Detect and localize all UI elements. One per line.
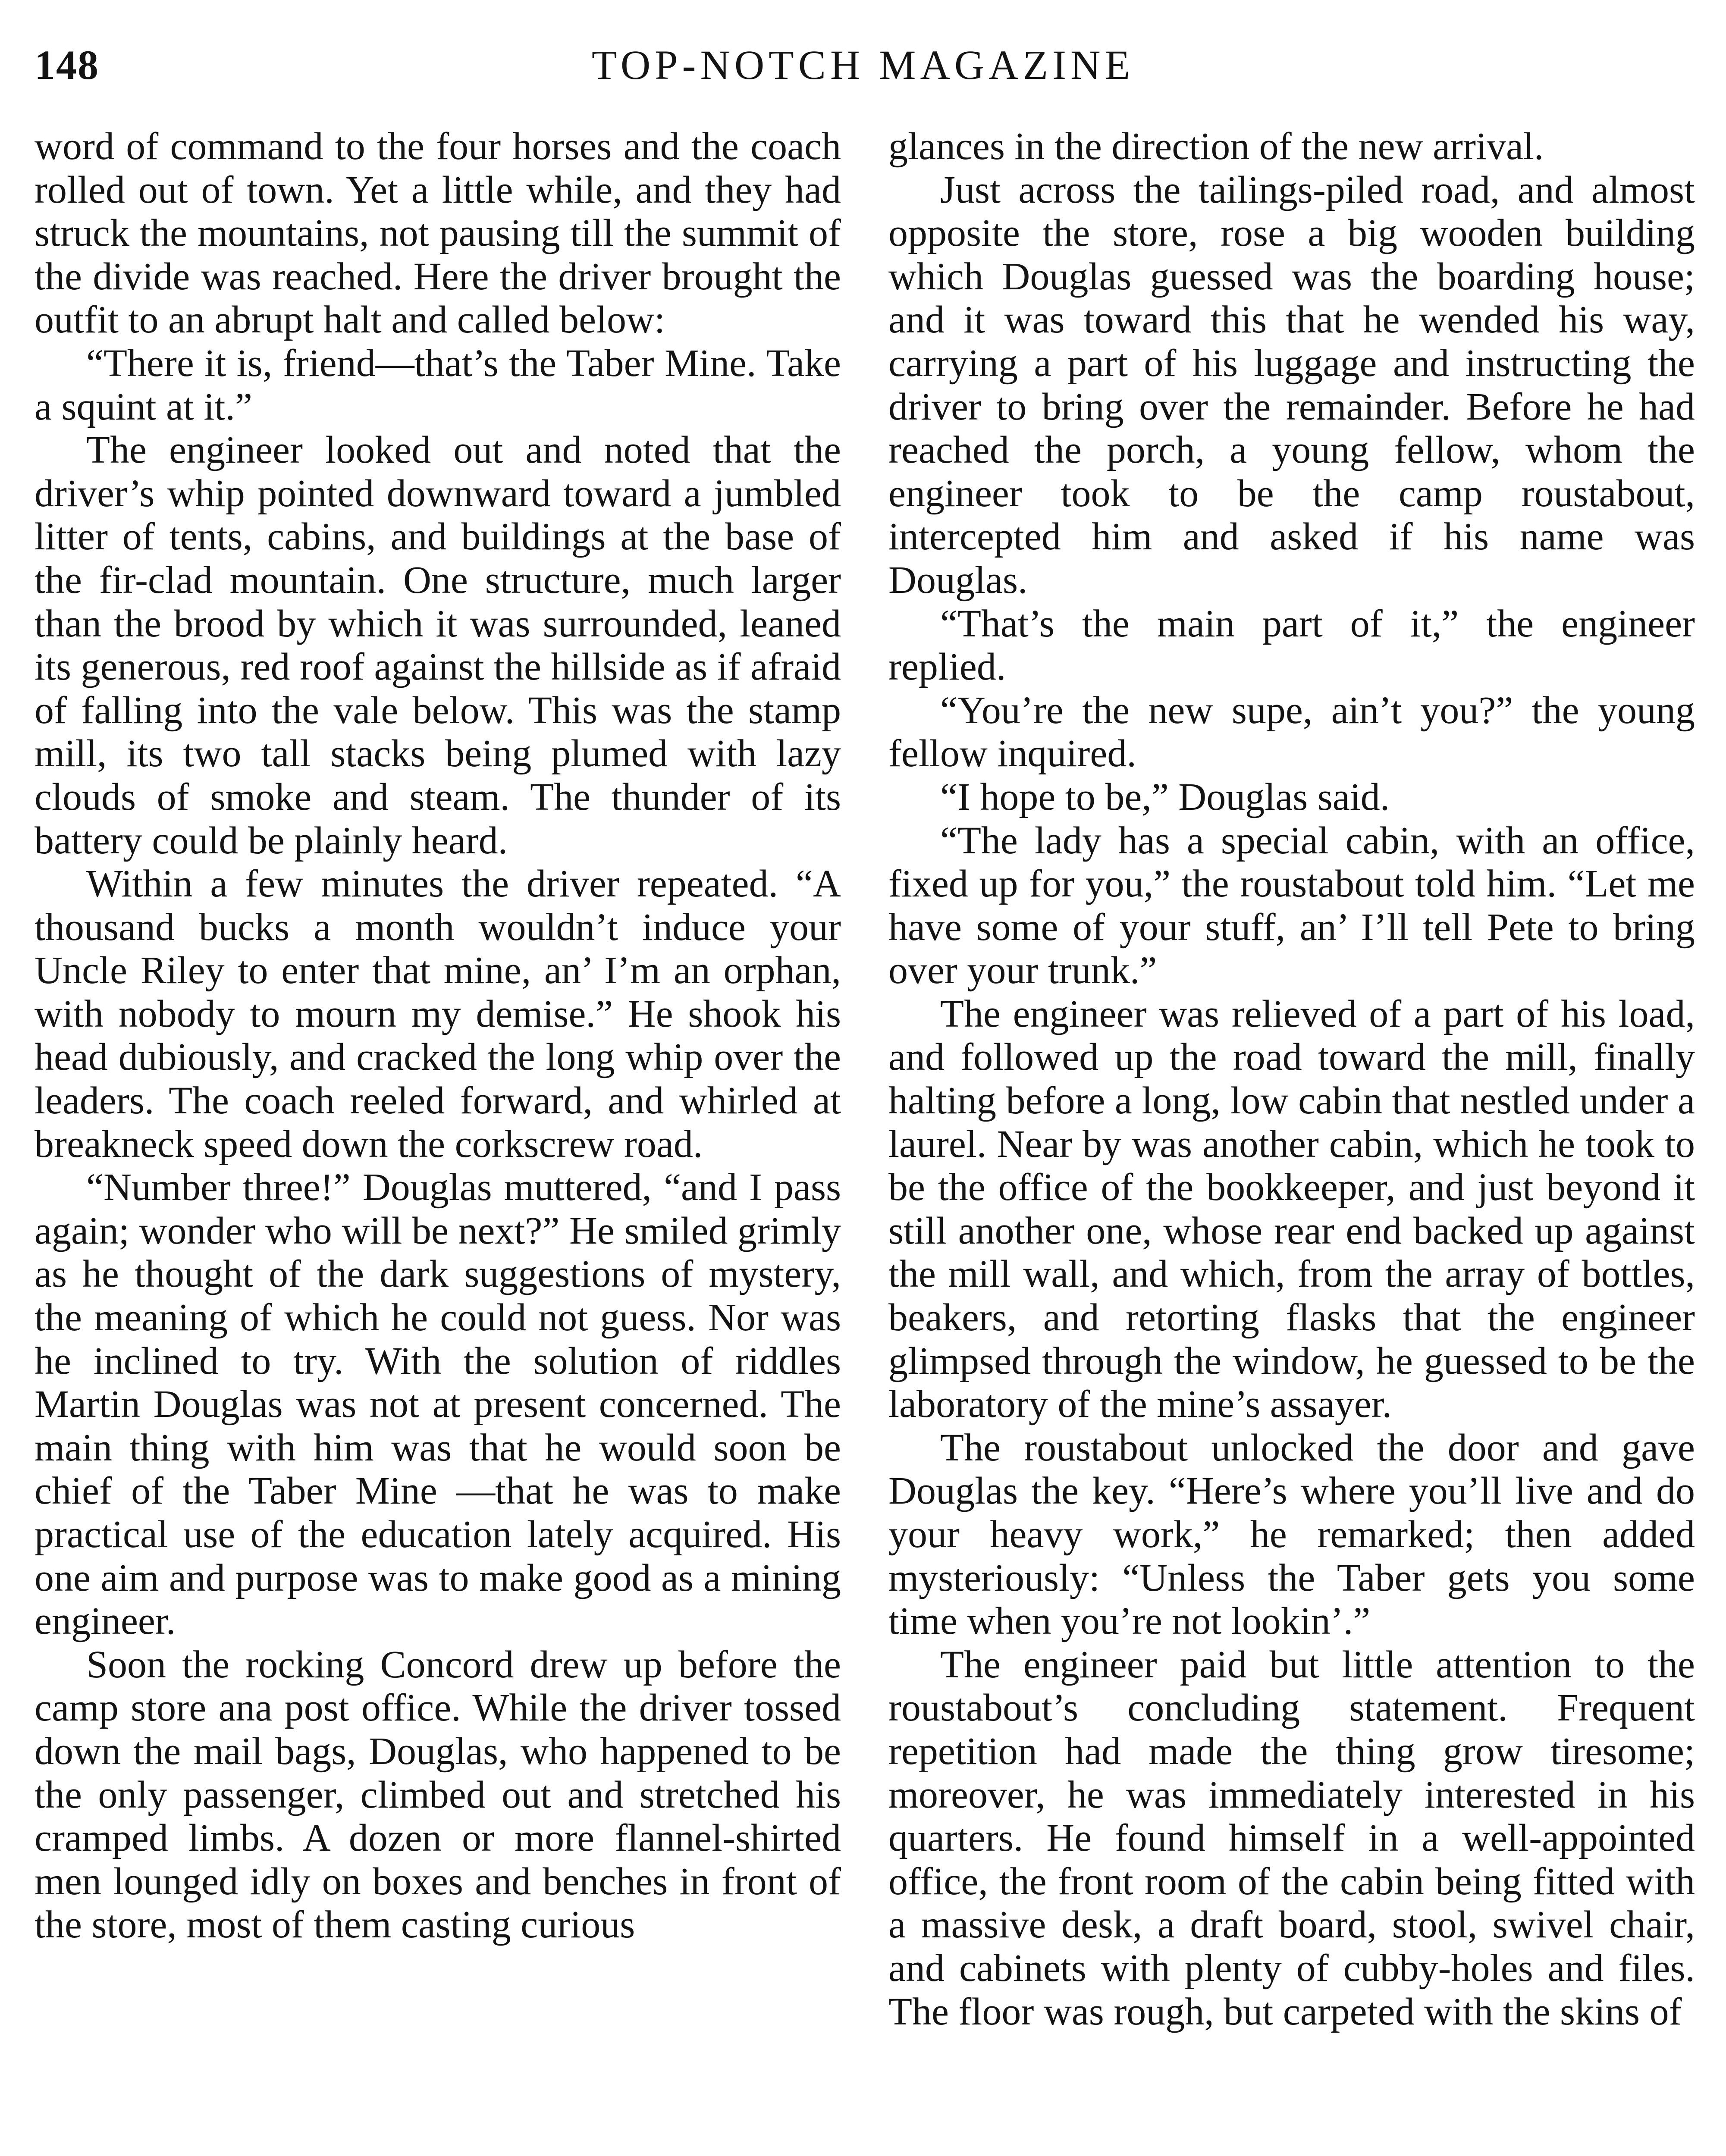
paragraph: “I hope to be,” Douglas said.: [940, 775, 1390, 818]
magazine-title: TOP-NOTCH MAGAZINE: [591, 42, 1135, 88]
page-number: 148: [35, 42, 99, 88]
left-column: [35, 125, 841, 1947]
running-head: [35, 41, 1691, 93]
paragraph: The engineer paid but little attention to the roustabout’s concluding statement. Frequent repetition had made the thing grow tiresome; moreover, he was immediately interested in his quarters. He found himself in a well-appointed office, the front room of the cabin being fitted with a massive desk, a draft board, stool, swivel chair, and cabinets with plenty of cubby-holes and files. The floor was rough, but carpeted with the skins of: [888, 1643, 1695, 2033]
paragraph: “There it is, friend—that’s the Taber Mine. Take a squint at it.”: [35, 342, 841, 428]
paragraph: “That’s the main part of it,” the engineer replied.: [888, 602, 1695, 689]
paragraph: “You’re the new supe, ain’t you?” the young fellow inquired.: [888, 689, 1695, 775]
paragraph: word of command to the four horses and the coach rolled out of town. Yet a little while, and they had struck the mountains, not pausing till the summit of the divide was reached. Here the driver brought the outfit to an abrupt halt and called below:: [35, 125, 841, 342]
paragraph: glances in the direction of the new arrival.: [888, 125, 1544, 168]
paragraph: Soon the rocking Concord drew up before the camp store ana post office. While the driver tossed down the mail bags, Douglas, who happened to be the only passenger, climbed out and stretched his cramped limbs. A dozen or more flannel-shirted men lounged idly on boxes and benches in front of the store, most of them casting curious: [35, 1643, 841, 1946]
paragraph: The engineer was relieved of a part of his load, and followed up the road toward the mill, finally halting before a long, low cabin that nestled under a laurel. Near by was another cabin, which he took to be the office of the bookkeeper, and just beyond it still another one, whose rear end backed up against the mill wall, and which, from the array of bottles, beakers, and retorting flasks that the engineer glimpsed through the window, he guessed to be the laboratory of the mine’s assayer.: [888, 992, 1695, 1426]
paragraph: “Number three!” Douglas muttered, “and I pass again; wonder who will be next?” He smiled grimly as he thought of the dark suggestions of mystery, the meaning of which he could not guess. Nor was he inclined to try. With the solution of riddles Martin Douglas was not at present concerned. The main thing with him was that he would soon be chief of the Taber Mine —that he was to make practical use of the education lately acquired. His one aim and purpose was to make good as a mining engineer.: [35, 1166, 841, 1643]
paragraph: The roustabout unlocked the door and gave Douglas the key. “Here’s where you’ll live and do your heavy work,” he remarked; then added mysteriously: “Unless the Taber gets you some time when you’re not lookin’.”: [888, 1426, 1695, 1643]
right-column: [888, 125, 1695, 2034]
paragraph: “The lady has a special cabin, with an office, fixed up for you,” the roustabout told him. “Let me have some of your stuff, an’ I’ll tell Pete to bring over your trunk.”: [888, 819, 1695, 992]
paragraph: Just across the tailings-piled road, and almost opposite the store, rose a big wooden building which Douglas guessed was the boarding house; and it was toward this that he wended his way, carrying a part of his luggage and instructing the driver to bring over the remainder. Before he had reached the porch, a young fellow, whom the engineer took to be the camp roustabout, intercepted him and asked if his name was Douglas.: [888, 168, 1695, 602]
paragraph: The engineer looked out and noted that the driver’s whip pointed downward toward a jumbled litter of tents, cabins, and buildings at the base of the fir-clad mountain. One structure, much larger than the brood by which it was surrounded, leaned its generous, red roof against the hillside as if afraid of falling into the vale below. This was the stamp mill, its two tall stacks being plumed with lazy clouds of smoke and steam. The thunder of its battery could be plainly heard.: [35, 429, 841, 862]
paragraph: Within a few minutes the driver repeated. “A thousand bucks a month wouldn’t induce your Uncle Riley to enter that mine, an’ I’m an orphan, with nobody to mourn my demise.” He shook his head dubiously, and cracked the long whip over the leaders. The coach reeled forward, and whirled at breakneck speed down the corkscrew road.: [35, 862, 841, 1166]
